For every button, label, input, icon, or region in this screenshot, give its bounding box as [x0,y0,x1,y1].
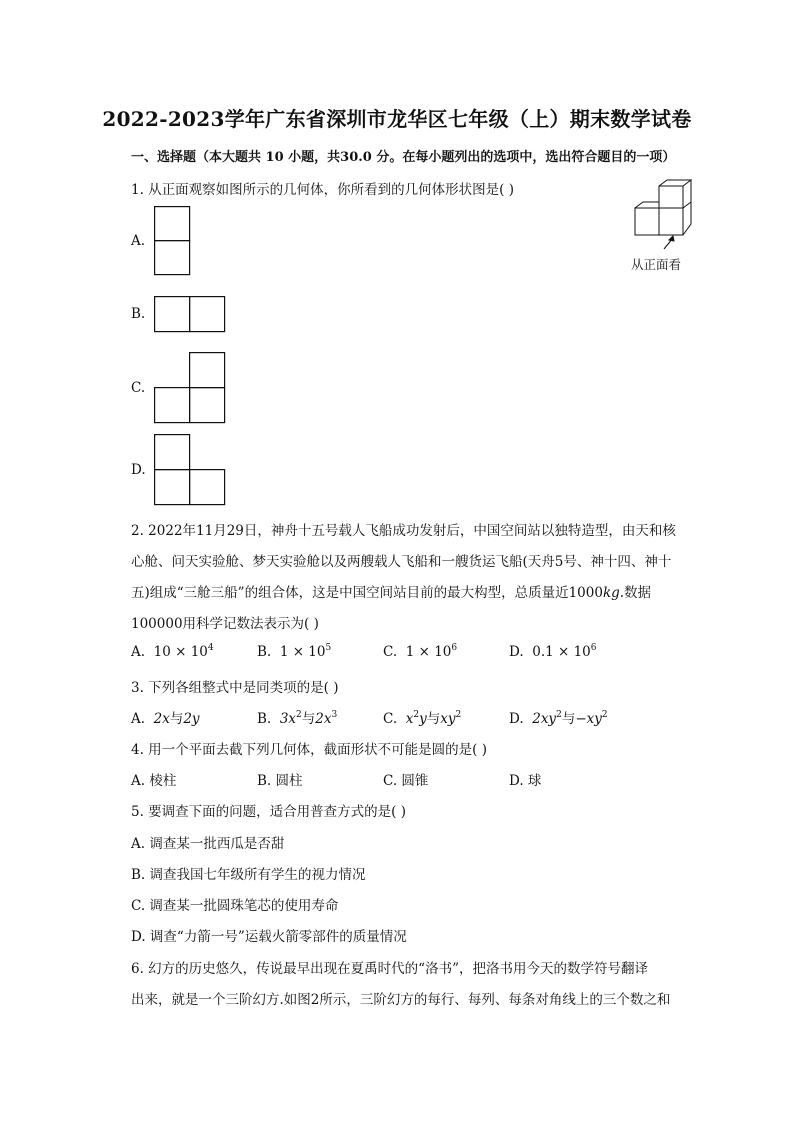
connector: 与 [301,711,316,727]
q2-option-a[interactable] [131,644,214,660]
q3-option-b[interactable] [257,707,337,727]
question-1-stem: 1. 从正面观察如图所示的几何体，你所看到的几何体形状图是( ) [131,182,514,198]
option-mantissa: 10 × 10 [153,644,208,660]
option-label: C. [383,711,398,727]
q3-option-a[interactable] [131,707,200,727]
q2-line-3-text: 五)组成“三舱三船”的组合体，这是中国空间站目前的最大构型，总质量近1000 [131,585,603,601]
expr-right: 2x [315,711,332,727]
connector: 与 [169,711,184,727]
expr-left-exp: 2 [296,710,302,720]
expr-right: 2y [183,711,200,727]
q1-option-d-label[interactable]: D. [131,462,146,478]
q2-option-d[interactable] [509,644,597,660]
option-label: A. [131,644,146,660]
q5-option-b[interactable]: B. 调查我国七年级所有学生的视力情况 [131,867,366,883]
question-2-line-1: 2. 2022年11月29日，神舟十五号载人飞船成功发射后，中国空间站以独特造型，由天和核 [131,523,676,539]
q4-option-c[interactable]: C. 圆锥 [383,773,429,789]
q1-option-d-figure[interactable] [154,434,226,506]
option-exponent: 6 [451,643,458,653]
expr-right: −xy [575,711,602,727]
q5-option-a[interactable]: A. 调查某一批西瓜是否甜 [131,836,285,852]
q2-line-3-tail: .数据 [619,585,652,601]
expr-right: xy [440,711,456,727]
section-header: 一、选择题（本大题共 10 小题，共30.0 分。在每小题列出的选项中，选出符合题目的一项） [131,150,676,165]
option-mantissa: 1 × 10 [279,644,326,660]
question-6-line-2: 出来，就是一个三阶幻方.如图2所示，三阶幻方的每行、每列、每条对角线上的三个数之和 [131,992,671,1008]
question-2-line-3 [131,581,651,601]
q4-option-d[interactable]: D. 球 [509,773,542,789]
q4-option-b[interactable]: B. 圆柱 [257,773,303,789]
connector: 与 [426,711,441,727]
expr-left: x [405,711,414,727]
connector: 与 [561,711,576,727]
expr-left: 2xy [532,711,557,727]
q4-option-a[interactable]: A. 棱柱 [131,773,177,789]
q2-option-b[interactable] [257,644,331,660]
option-label: D. [509,711,524,727]
option-mantissa: 1 × 10 [405,644,452,660]
option-label: B. [257,711,272,727]
q1-option-c-label[interactable]: C. [131,380,146,396]
q1-option-b-figure[interactable] [154,296,226,333]
q1-option-c-figure[interactable] [154,352,226,424]
question-6-line-1: 6. 幻方的历史悠久，传说最早出现在夏禹时代的“洛书”，把洛书用今天的数学符号翻译 [131,961,648,977]
expr-right-exp: 3 [331,710,338,720]
option-label: D. [509,644,524,660]
q2-unit: kg [602,585,620,601]
question-4-stem: 4. 用一个平面去截下列几何体，截面形状不可能是圆的是( ) [131,742,487,758]
expr-left: 3x [279,711,297,727]
q1-reference-solid [630,178,700,258]
q5-option-d[interactable]: D. 调查“力箭一号”运载火箭零部件的质量情况 [131,929,407,945]
question-2-line-4: 100000用科学记数法表示为( ) [131,616,319,632]
q1-option-a-figure[interactable] [154,206,191,276]
q1-option-b-label[interactable]: B. [131,306,146,322]
question-2-line-2: 心舱、问天实验舱、梦天实验舱以及两艘载人飞船和一艘货运飞船(天舟5号、神十四、神十 [131,554,672,570]
option-exponent: 4 [207,643,214,653]
option-label: B. [257,644,272,660]
option-label: C. [383,644,398,660]
q5-option-c[interactable]: C. 调查某一批圆珠笔芯的使用寿命 [131,898,339,914]
expr-right-exp: 2 [601,710,608,720]
q2-option-c[interactable] [383,644,457,660]
option-mantissa: 0.1 × 10 [532,644,591,660]
expr-left-tail: y [419,711,427,727]
q3-option-c[interactable] [383,707,461,727]
expr-left-exp: 2 [413,710,420,720]
question-5-stem: 5. 要调查下面的问题，适合用普查方式的是( ) [131,804,406,820]
expr-right-exp: 2 [455,710,462,720]
q3-option-d[interactable] [509,707,608,727]
page-title: 2022-2023学年广东省深圳市龙华区七年级（上）期末数学试卷 [102,107,692,131]
q1-option-a-label[interactable]: A. [131,233,146,249]
question-3-stem: 3. 下列各组整式中是同类项的是( ) [131,680,339,696]
expr-left-exp: 2 [556,710,562,720]
option-label: A. [131,711,146,727]
option-exponent: 6 [590,643,597,653]
option-exponent: 5 [325,643,332,653]
expr-left: 2x [153,711,170,727]
q1-figure-caption: 从正面看 [631,257,682,272]
